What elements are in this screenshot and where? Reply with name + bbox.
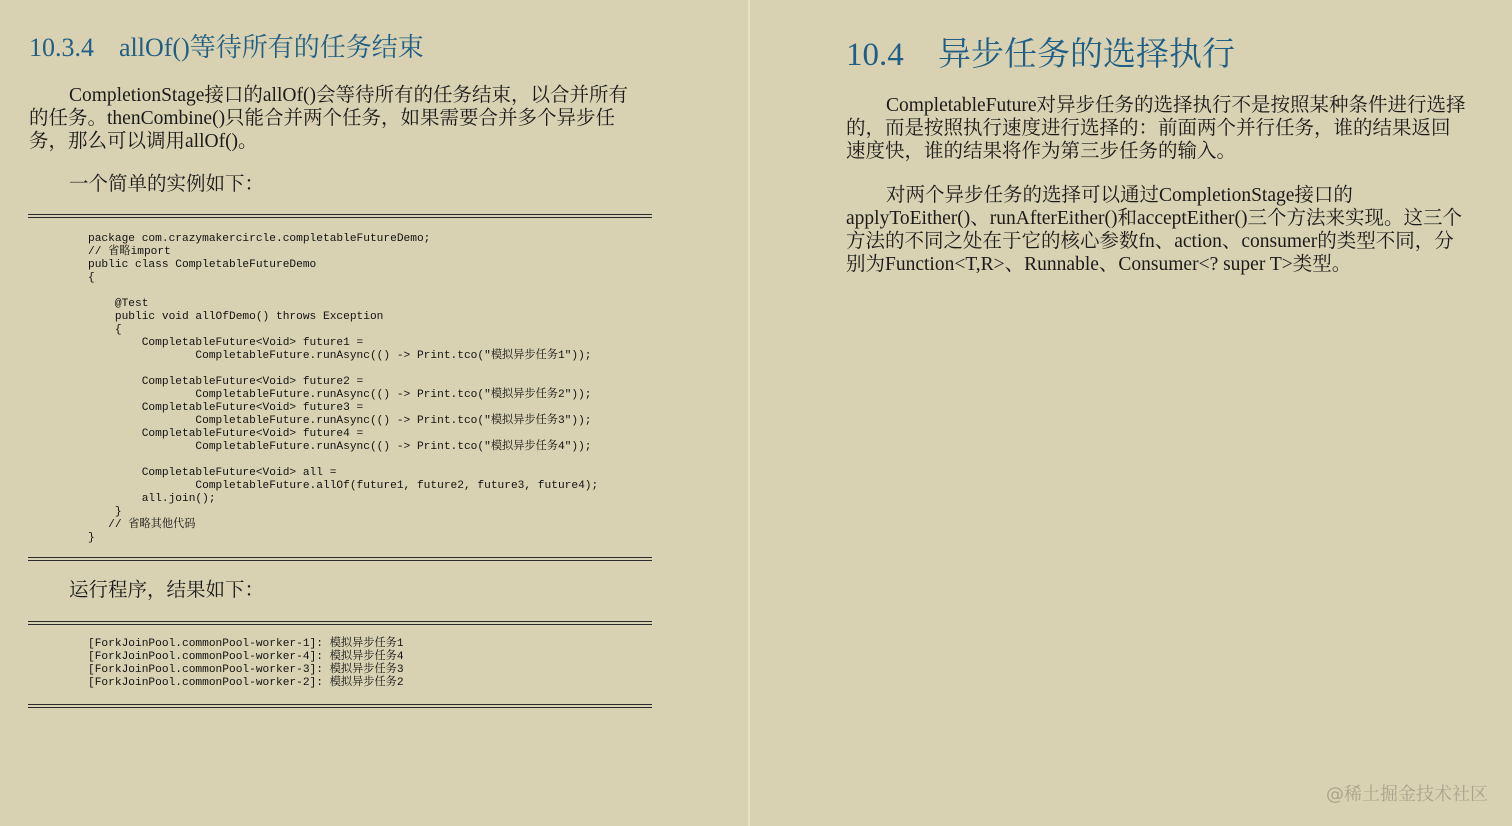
right-page [750, 0, 1512, 826]
intro-paragraph: CompletionStage接口的allOf()会等待所有的任务结束，以合并所有的任务。thenCombine()只能合并两个任务，如果需要合并多个异步任务，那么可以调用allOf()。 [29, 85, 628, 152]
methods-paragraph: 对两个异步任务的选择可以通过CompletionStage接口的applyToEither()、runAfterEither()和acceptEither()三个方法来实现。这三个方法的不同之处在于它的核心参数fn、action、consumer的类型不同，分别为Function<T,R>、Runnable、Consumer<? super T>类型。 [846, 185, 1462, 275]
section-title: allOf()等待所有的任务结束 [119, 33, 424, 62]
section-heading-10-4 [846, 28, 1235, 75]
watermark: @稀土掘金技术社区 [1326, 784, 1488, 805]
selection-intro-paragraph: CompletableFuture对异步任务的选择执行不是按照某种条件进行选择的，而是按照执行速度进行选择的：前面两个并行任务，谁的结果返回速度快，谁的结果将作为第三步任务的输入。 [846, 95, 1466, 162]
code-listing: package com.crazymakercircle.completableFutureDemo; // 省略import public class CompletableFutureDemo { @Test public void allOfDemo() throws Exception { CompletableFuture<Void> future1 = CompletableFuture.runAsync(() -> Print.tco("模拟异步任务1")); CompletableFuture<Void> future2 = CompletableFuture.runAsync(() -> Print.tco("模拟异步任务2")); CompletableFuture<Void> future3 = CompletableFuture.runAsync(() -> Print.tco("模拟异步任务3")); CompletableFuture<Void> future4 = CompletableFuture.runAsync(() -> Print.tco("模拟异步任务4")); CompletableFuture<Void> all = CompletableFuture.allOf(future1, future2, future3, future4); all.join(); } // 省略其他代码 } [88, 233, 599, 544]
section-number: 10.3.4 [29, 33, 94, 62]
run-result-paragraph: 运行程序，结果如下： [69, 580, 265, 601]
section-heading-10-3-4 [29, 27, 424, 64]
output-listing: [ForkJoinPool.commonPool-worker-1]: 模拟异步任务1 [ForkJoinPool.commonPool-worker-4]: 模拟异步任务4 [ForkJoinPool.commonPool-worker-3]: 模拟异步任务3 [ForkJoinPool.commonPool-worker-2]: 模拟异步任务2 [88, 638, 404, 689]
left-page [0, 0, 748, 826]
section-title: 异步任务的选择执行 [938, 37, 1235, 73]
example-intro-paragraph: 一个简单的实例如下： [69, 174, 265, 195]
output-block [28, 621, 652, 708]
code-block [28, 214, 652, 561]
section-number: 10.4 [846, 37, 904, 73]
